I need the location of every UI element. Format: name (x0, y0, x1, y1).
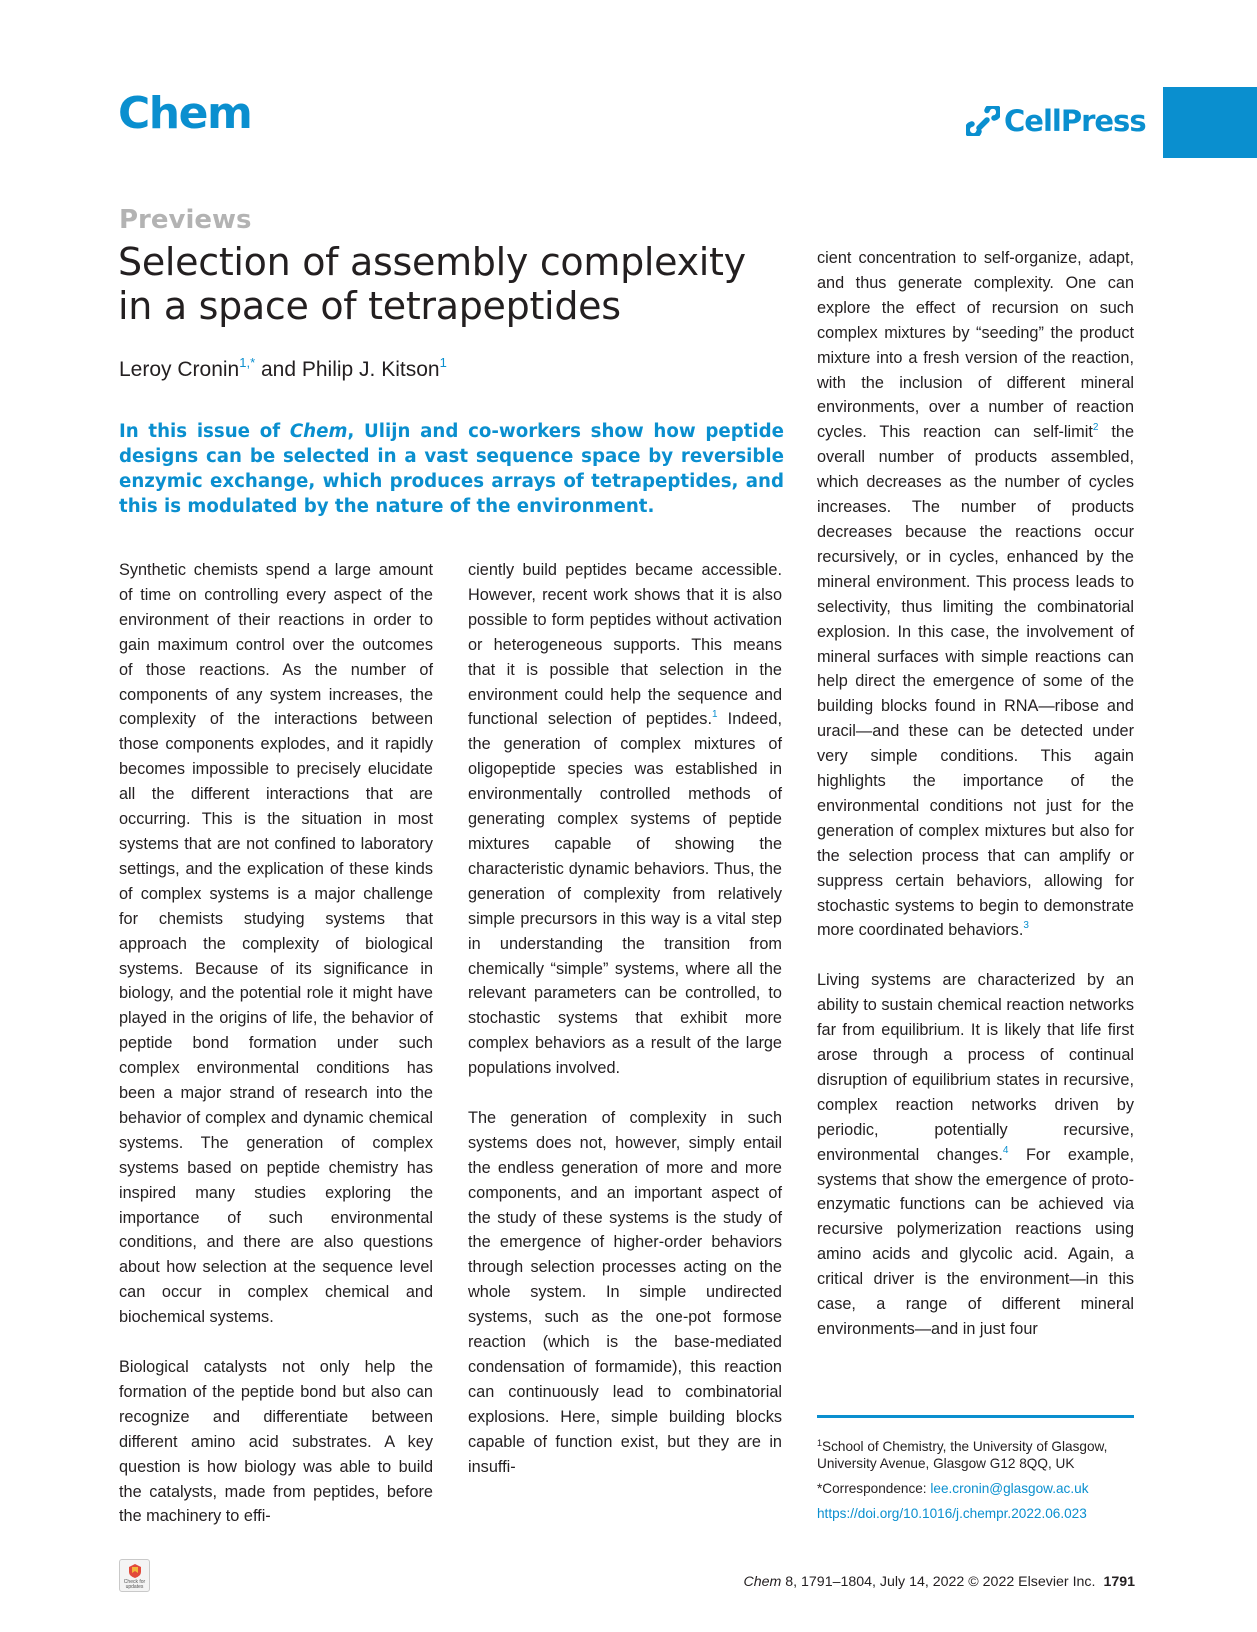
author-separator: and (255, 358, 302, 381)
publisher-logo (966, 103, 1146, 138)
author-affiliation[interactable]: 1 (439, 355, 447, 370)
abstract-journal-name: Chem (289, 421, 348, 442)
body-column-2 (468, 558, 782, 1480)
cellpress-logo-icon (966, 106, 1000, 136)
abstract-text: , Ulijn and co-workers show how peptide designs can be selected in a vast sequence space by reversible enzymic exchange, which produces arrays of tetrapeptides, and this is modulated by the nature of the environment. (119, 421, 784, 517)
footnote-divider (817, 1415, 1134, 1418)
doi-link[interactable]: https://doi.org/10.1016/j.chempr.2022.06.023 (817, 1506, 1087, 1521)
author-affiliation[interactable]: 1,* (239, 355, 256, 370)
publisher-name: CellPress (1004, 103, 1146, 138)
check-for-updates-icon (128, 1563, 142, 1579)
page-footer (743, 1575, 1135, 1589)
badge-label: Check for updates (123, 1579, 146, 1590)
author-name: Leroy Cronin (119, 358, 240, 381)
body-column-3 (817, 246, 1134, 1342)
correspondence (817, 1480, 1147, 1497)
reference-marker[interactable]: 2 (1092, 422, 1099, 434)
paragraph: Living systems are characterized by an ability to sustain chemical reaction networks far from equilibrium. It is likely that life first arose through a process of continual disruption of equilibrium states in recursive, complex reaction networks driven by periodic, potentially recursive, environmental changes.$^4$ For example, systems that show the emergence of proto-enzymatic functions can be achieved via recursive polymerization reactions using amino acids and glycolic acid. Again, a critical driver is the environment—in this case, a range of different mineral environments—and in just four (817, 971, 1134, 1338)
body-column-1 (119, 558, 433, 1529)
page-number: 1791 (1103, 1574, 1135, 1590)
footer-citation: 8, 1791–1804, July 14, 2022 © 2022 Elsevier Inc. (781, 1574, 1096, 1590)
corner-tab (1163, 87, 1257, 158)
author-list (119, 356, 447, 380)
footer-journal: Chem (743, 1574, 782, 1590)
paragraph: Synthetic chemists spend a large amount of time on controlling every aspect of the environment of their reactions in order to gain maximum control over the outcomes of those reactions. As the number of components of any system increases, the complexity of the interactions between those components explodes, and it rapidly becomes impossible to precisely elucidate all the different interactions that are occurring. This is the situation in most systems that are not confined to laboratory settings, and the explication of these kinds of complex systems is a major challenge for chemists studying systems that approach the complexity of biological systems. Because of its significance in biology, and the potential role it might have played in the origins of life, the behavior of peptide bond formation under such complex environmental conditions has been a major strand of research into the behavior of complex and dynamic chemical systems. The generation of complex systems based on peptide chemistry has inspired many studies exploring the importance of such environmental conditions, and there are also questions about how selection at the sequence level can occur in complex chemical and biochemical systems. (119, 561, 433, 1327)
paragraph: Biological catalysts not only help the formation of the peptide bond but also can recognize and differentiate between different amino acid substrates. A key question is how biology was able to build the catalysts, made from peptides, before the machinery to effi- (119, 1357, 433, 1526)
check-for-updates-badge[interactable] (119, 1559, 150, 1592)
affiliation-text: School of Chemistry, the University of Glasgow, University Avenue, Glasgow G12 8QQ, UK (817, 1439, 1108, 1471)
section-label: Previews (119, 205, 252, 235)
paragraph: cient concentration to self-organize, adapt, and thus generate complexity. One can explore the effect of recursion on such complex mixtures by “seeding” the product mixture into a fresh version of the reaction, with the inclusion of different mineral environments, over a number of reaction cycles. This reaction can self-limit$^2$ the overall number of products assembled, which decreases as the number of cycles increases. The number of products decreases because the reactions occur recursively, or in cycles, enhanced by the mineral environment. This process leads to selectivity, thus limiting the combinatorial explosion. In this case, the involvement of mineral surfaces with simple reactions can help direct the emergence of some of the building blocks found in RNA—ribose and uracil—and these can be detected under very simple conditions. This again highlights the importance of the environmental conditions not just for the generation of complex mixtures but also for the selection process that can amplify or suppress certain behaviors, allowing for stochastic systems to begin to demonstrate more coordinated behaviors.$^3$ (817, 249, 1134, 940)
reference-marker[interactable]: 3 (1023, 920, 1029, 932)
reference-marker[interactable]: 1 (711, 709, 718, 721)
paragraph: The generation of complexity in such systems does not, however, simply entail the endless generation of more and more components, and an important aspect of the study of these systems is the study of the emergence of higher-order behaviors through selection processes acting on the whole system. In simple undirected systems, such as the one-pot formose reaction (which is the base-mediated condensation of formamide), this reaction can continuously lead to combinatorial explosions. Here, simple building blocks capable of function exist, but they are in insuffi- (468, 1108, 782, 1476)
reference-marker[interactable]: 4 (1002, 1144, 1009, 1156)
footnotes (817, 1435, 1147, 1522)
correspondence-label: *Correspondence: (817, 1481, 931, 1496)
article-title: Selection of assembly complexity in a space of tetrapeptides (118, 240, 746, 328)
email-link[interactable]: lee.cronin@glasgow.ac.uk (930, 1481, 1089, 1496)
abstract-text: In this issue of (119, 421, 290, 442)
paragraph: ciently build peptides became accessible. However, recent work shows that it is also possible to form peptides without activation or heterogeneous supports. This means that it is possible that selection in the environment could help the sequence and functional selection of peptides.$^1$ Indeed, the generation of complex mixtures of oligopeptide species was established in environmentally controlled methods of generating complex systems of peptide mixtures capable of showing the characteristic dynamic behaviors. Thus, the generation of complexity from relatively simple precursors in this way is a vital step in understanding the transition from chemically “simple” systems, where all the relevant parameters can be controlled, to stochastic systems that exhibit more complex behaviors as a result of the large populations involved. (468, 561, 782, 1078)
affiliation-note (817, 1435, 1147, 1472)
abstract (119, 419, 784, 519)
journal-logo: Chem (118, 88, 252, 139)
affiliation-mark: 1 (817, 1438, 823, 1448)
author-name: Philip J. Kitson (301, 358, 440, 381)
